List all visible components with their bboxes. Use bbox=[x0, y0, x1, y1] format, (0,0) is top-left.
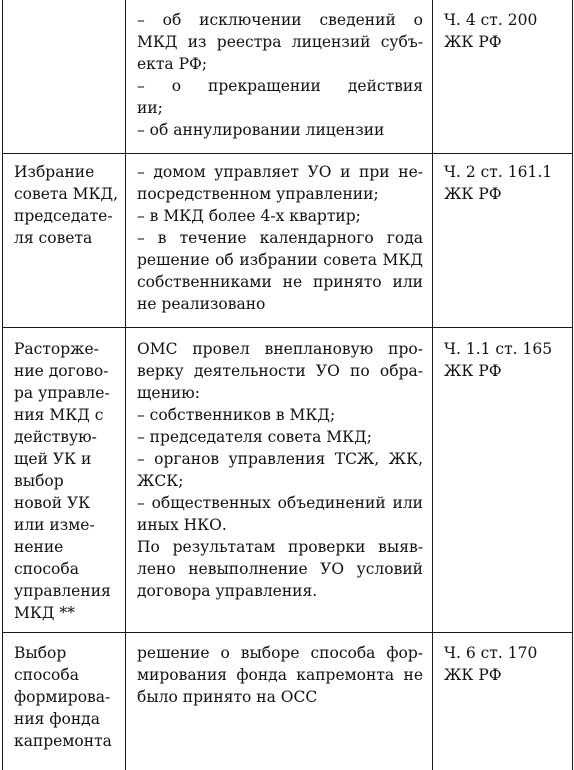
row-divider-1 bbox=[2, 153, 573, 154]
table-border-right bbox=[572, 0, 573, 770]
table-cell-line: ра управле- bbox=[14, 384, 110, 402]
table-cell-line: – об исключении сведений о bbox=[137, 11, 423, 29]
table-cell-line: собственниками не принято или bbox=[137, 273, 423, 291]
table-cell-line: решение о выборе способа фор- bbox=[137, 644, 423, 662]
table-border-col2 bbox=[432, 0, 433, 770]
table-cell-line: щению: bbox=[137, 384, 200, 402]
table-cell-line: ЖК РФ bbox=[444, 33, 502, 51]
table-cell-law-reference bbox=[444, 9, 569, 53]
table-cell-line: МКД ** bbox=[14, 604, 75, 622]
table-cell-line: ЖК РФ bbox=[444, 185, 502, 203]
table-cell-line: Расторже- bbox=[14, 340, 99, 358]
table-cell-action bbox=[14, 642, 118, 752]
table-cell-line: – в течение календарного года bbox=[137, 229, 423, 247]
table-cell-line: – о прекращении действия bbox=[137, 77, 423, 95]
table-cell-line: – председателя совета МКД; bbox=[137, 428, 372, 446]
table-cell-line: ОМС провел внеплановую про- bbox=[137, 340, 423, 358]
table-cell-line: Выбор bbox=[14, 644, 67, 662]
table-cell-line: ЖК РФ bbox=[444, 362, 502, 380]
row-divider-2 bbox=[2, 327, 573, 328]
table-cell-line: – органов управления ТСЖ, ЖК, bbox=[137, 450, 423, 468]
table-cell-line: мирования фонда капремонта не bbox=[137, 666, 423, 684]
table-cell-line: лено невыполнение УО условий bbox=[137, 560, 423, 578]
table-cell-line: формирова- bbox=[14, 688, 111, 706]
table-cell-line: совета МКД, bbox=[14, 185, 119, 203]
table-cell-line: – об аннулировании лицензии bbox=[137, 121, 385, 139]
table-cell-line: капремонта bbox=[14, 732, 112, 750]
table-cell-line: решение об избрании совета МКД bbox=[137, 251, 423, 269]
table-cell-line: посредственном управлении; bbox=[137, 185, 379, 203]
table-cell-line: екта РФ; bbox=[137, 55, 208, 73]
table-cell-law-reference bbox=[444, 338, 569, 382]
table-cell-line: способа bbox=[14, 560, 79, 578]
table-cell-line: – домом управляет УО и при не- bbox=[137, 163, 423, 181]
table-cell-line: ля совета bbox=[14, 229, 93, 247]
table-cell-condition bbox=[137, 161, 423, 315]
table-cell-line: нение bbox=[14, 538, 64, 556]
table-cell-line: выбор bbox=[14, 472, 64, 490]
table-cell-line: ии; bbox=[137, 99, 163, 117]
table-cell-line: По результатам проверки выяв- bbox=[137, 538, 423, 556]
table-cell-line: или изме- bbox=[14, 516, 95, 534]
table-cell-line: новой УК bbox=[14, 494, 91, 512]
row-divider-3 bbox=[2, 632, 573, 633]
table-cell-line: Ч. 4 ст. 200 bbox=[444, 11, 538, 29]
table-cell-law-reference bbox=[444, 642, 569, 686]
table-cell-action bbox=[14, 161, 118, 249]
table-cell-condition bbox=[137, 338, 423, 602]
table-cell-line: ния МКД с bbox=[14, 406, 104, 424]
table-cell-condition bbox=[137, 642, 423, 708]
table-cell-line: ние догово- bbox=[14, 362, 109, 380]
table-cell-line: способа bbox=[14, 666, 79, 684]
table-border-left bbox=[2, 0, 3, 770]
table-cell-line: – в МКД более 4-х квартир; bbox=[137, 207, 361, 225]
table-border-col1 bbox=[125, 0, 126, 770]
table-cell-line: было принято на ОСС bbox=[137, 688, 318, 706]
table-cell-line: ЖК РФ bbox=[444, 666, 502, 684]
table-cell-line: действую- bbox=[14, 428, 97, 446]
table-cell-line: ния фонда bbox=[14, 710, 100, 728]
table-cell-line: ЖСК; bbox=[137, 472, 184, 490]
table-cell-line: верку деятельности УО по обра- bbox=[137, 362, 423, 380]
table-cell-line: щей УК и bbox=[14, 450, 92, 468]
table-cell-line: председате- bbox=[14, 207, 113, 225]
table-cell-line: Избрание bbox=[14, 163, 95, 181]
table-cell-line: Ч. 2 ст. 161.1 bbox=[444, 163, 553, 181]
table-cell-condition bbox=[137, 9, 423, 141]
table-cell-line: – общественных объединений или bbox=[137, 494, 423, 512]
table-cell-line: Ч. 6 ст. 170 bbox=[444, 644, 538, 662]
table-cell-line: договора управления. bbox=[137, 582, 318, 600]
table-cell-line: – собственников в МКД; bbox=[137, 406, 336, 424]
table-cell-line: Ч. 1.1 ст. 165 bbox=[444, 340, 553, 358]
table-cell-line: не реализовано bbox=[137, 295, 266, 313]
table-cell-line: иных НКО. bbox=[137, 516, 227, 534]
table-cell-line: МКД из реестра лицензий субъ- bbox=[137, 33, 423, 51]
table-cell-line: управления bbox=[14, 582, 111, 600]
table-cell-action bbox=[14, 338, 118, 624]
table-cell-law-reference bbox=[444, 161, 569, 205]
